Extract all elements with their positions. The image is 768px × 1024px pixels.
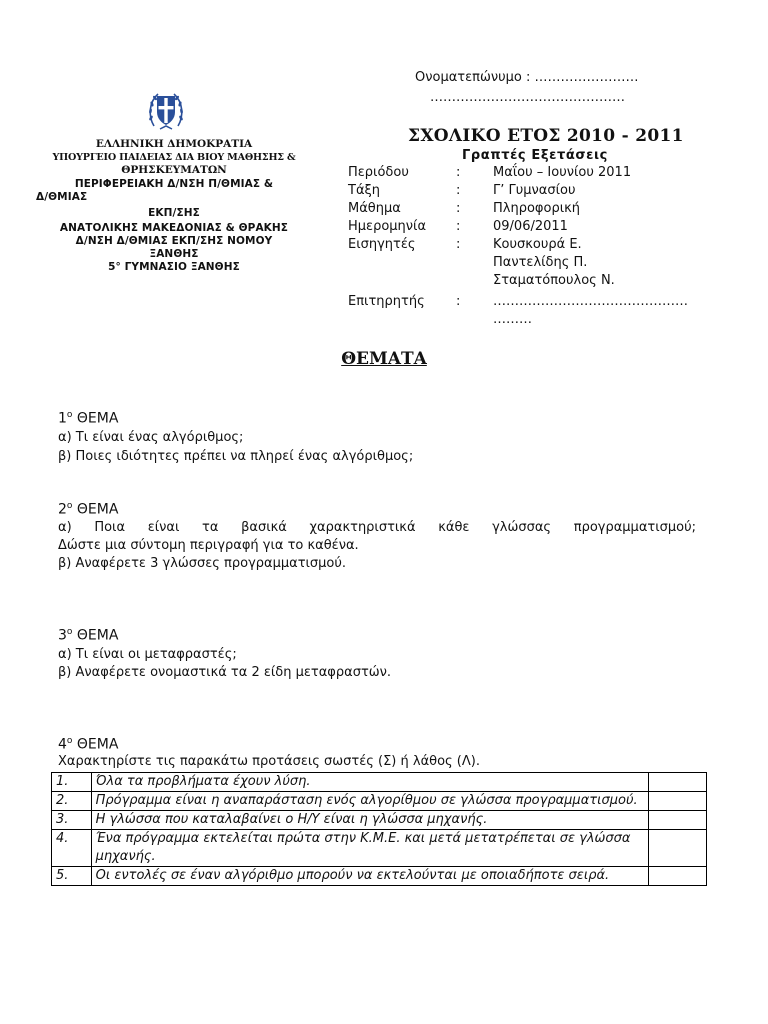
statement-text: Η γλώσσα που καταλαβαίνει ο Η/Υ είναι η γλώσσα μηχανής. <box>91 811 649 830</box>
meta-colon: : <box>456 183 461 198</box>
meta-colon: : <box>456 219 461 234</box>
table-row <box>52 773 707 792</box>
question-line: α) Τι είναι ένας αλγόριθμος; <box>58 430 244 445</box>
table-row <box>52 811 707 830</box>
meta-value: Σταματόπουλος Ν. <box>493 273 615 288</box>
row-number: 5. <box>52 867 92 886</box>
section-1-title <box>58 410 118 427</box>
section-4-title <box>58 736 118 753</box>
answer-cell[interactable] <box>649 867 707 886</box>
statement-text: Οι εντολές σε έναν αλγόριθμο μπορούν να εκτελούνται με οποιαδήποτε σειρά. <box>91 867 649 886</box>
ordinal-superscript: ο <box>66 410 73 420</box>
authority-line: ΞΑΝΘΗΣ <box>149 248 199 260</box>
answer-cell[interactable] <box>649 773 707 792</box>
section-number: 2 <box>58 501 67 518</box>
exam-title: Γραπτές Εξετάσεις <box>462 148 608 163</box>
authority-line: ΕΚΠ/ΣΗΣ <box>148 207 200 219</box>
meta-key: Επιτηρητής <box>348 294 425 309</box>
school-name: 5° ΓΥΜΝΑΣΙΟ ΞΑΝΘΗΣ <box>108 261 240 273</box>
meta-key: Εισηγητές <box>348 237 416 252</box>
meta-value: Μαΐου – Ιουνίου 2011 <box>493 165 632 180</box>
statement-text: Πρόγραμμα είναι η αναπαράσταση ενός αλγορίθμου σε γλώσσα προγραμματισμού. <box>91 792 649 811</box>
meta-value: 09/06/2011 <box>493 219 568 234</box>
student-name-dots: ……………………………………… <box>430 90 625 105</box>
page-title: ΘΕΜΑΤΑ <box>341 349 427 369</box>
answer-cell[interactable] <box>649 792 707 811</box>
question-line: β) Ποιες ιδιότητες πρέπει να πληρεί ένας αλγόριθμος; <box>58 449 414 464</box>
meta-value: ……………………………………… <box>493 294 688 309</box>
section-label: ΘΕΜΑ <box>76 410 119 427</box>
authority-line: ΠΕΡΙΦΕΡΕΙΑΚΗ Δ/ΝΣΗ Π/ΘΜΙΑΣ & <box>74 178 274 190</box>
meta-colon: : <box>456 165 461 180</box>
meta-colon: : <box>456 237 461 252</box>
section-label: ΘΕΜΑ <box>72 627 119 644</box>
meta-key: Μάθημα <box>348 201 401 216</box>
student-name-field[interactable]: Ονοματεπώνυμο : …………………… <box>415 70 639 85</box>
greek-coat-of-arms-icon <box>146 86 186 136</box>
true-false-table <box>51 772 707 886</box>
row-number: 1. <box>52 773 92 792</box>
table-row <box>52 830 707 867</box>
row-number: 2. <box>52 792 92 811</box>
meta-value: Παντελίδης Π. <box>493 255 588 270</box>
authority-line: Δ/ΝΣΗ Δ/ΘΜΙΑΣ ΕΚΠ/ΣΗΣ ΝΟΜΟΥ <box>75 235 273 247</box>
answer-cell[interactable] <box>649 830 707 867</box>
question-line: Δώστε μια σύντομη περιγραφή για το καθένα. <box>58 538 359 553</box>
authority-line: ΑΝΑΤΟΛΙΚΗΣ ΜΑΚΕΔΟΝΙΑΣ & ΘΡΑΚΗΣ <box>59 222 289 234</box>
section-number: 1 <box>58 410 67 427</box>
meta-value: ……… <box>493 312 532 327</box>
authority-header <box>30 138 318 274</box>
meta-key: Τάξη <box>348 183 380 198</box>
meta-colon: : <box>456 201 461 216</box>
ordinal-superscript: ο <box>66 627 73 637</box>
row-number: 4. <box>52 830 92 867</box>
meta-key: Περιόδου <box>348 165 409 180</box>
ordinal-superscript: ο <box>66 736 73 746</box>
authority-line: ΥΠΟΥΡΓΕΙΟ ΠΑΙΔΕΙΑΣ ΔΙΑ ΒΙΟΥ ΜΑΘΗΣΗΣ & <box>52 152 296 163</box>
section-number: 4 <box>58 736 67 753</box>
row-number: 3. <box>52 811 92 830</box>
question-line: Χαρακτηρίστε τις παρακάτω προτάσεις σωστές (Σ) ή λάθος (Λ). <box>58 754 480 769</box>
answer-cell[interactable] <box>649 811 707 830</box>
table-row <box>52 792 707 811</box>
question-line: α) Τι είναι οι μεταφραστές; <box>58 647 237 662</box>
statement-text: Ένα πρόγραμμα εκτελείται πρώτα στην Κ.Μ.Ε. και μετά μετατρέπεται σε γλώσσα μηχανής. <box>91 830 649 867</box>
meta-key: Ημερομηνία <box>348 219 427 234</box>
ordinal-superscript: ο <box>66 501 73 511</box>
authority-line: ΕΛΛΗΝΙΚΗ ΔΗΜΟΚΡΑΤΙΑ <box>95 138 253 150</box>
question-line: β) Αναφέρετε 3 γλώσσες προγραμματισμού. <box>58 556 347 571</box>
meta-value: Γ’ Γυμνασίου <box>493 183 576 198</box>
section-label: ΘΕΜΑ <box>72 736 119 753</box>
meta-colon: : <box>456 294 461 309</box>
section-label: ΘΕΜΑ <box>72 501 119 518</box>
question-line: β) Αναφέρετε ονομαστικά τα 2 είδη μεταφραστών. <box>58 665 392 680</box>
meta-value: Πληροφορική <box>493 201 580 216</box>
section-2-title <box>58 501 118 518</box>
school-year-title: ΣΧΟΛΙΚΟ ΕΤΟΣ 2010 - 2011 <box>408 126 684 146</box>
meta-value: Κουσκουρά Ε. <box>493 237 582 252</box>
authority-line: ΘΡΗΣΚΕΥΜΑΤΩΝ <box>121 164 227 176</box>
question-line: α) Ποια είναι τα βασικά χαρακτηριστικά κάθε γλώσσας προγραμματισμού; <box>58 520 696 535</box>
statement-text: Όλα τα προβλήματα έχουν λύση. <box>91 773 649 792</box>
section-number: 3 <box>58 627 67 644</box>
table-row <box>52 867 707 886</box>
authority-line: Δ/ΘΜΙΑΣ <box>36 191 88 203</box>
section-3-title <box>58 627 118 644</box>
